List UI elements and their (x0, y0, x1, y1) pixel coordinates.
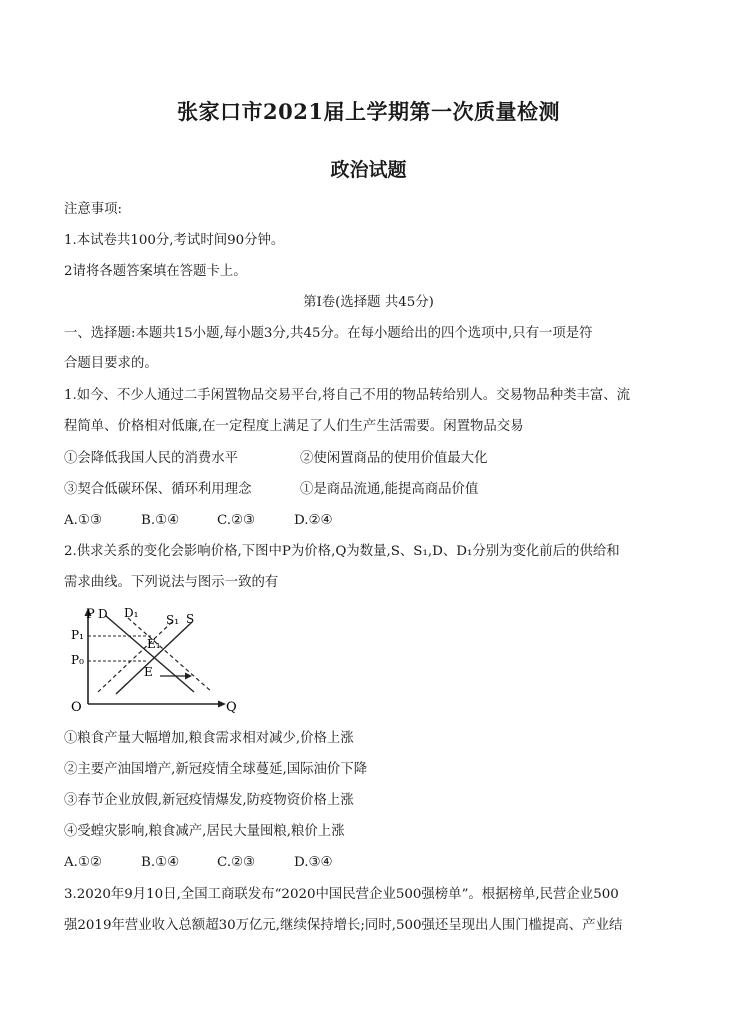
q2-option-a: A.①② (64, 855, 102, 870)
equilibrium-e: E (144, 665, 153, 679)
q3-stem-line-2: 强2019年营业收入总额超30万亿元,继续保持增长;同时,500强还呈现出人围门槛提高、产业结 (64, 918, 623, 933)
q1-stem-line-1: 1.如今、不少人通过二手闲置物品交易平台,将自己不用的物品转给别人。交易物品种类丰富、流 (64, 388, 631, 403)
q1-statement-4: ①是商品流通,能提高商品价值 (300, 482, 479, 497)
q1-stem-line-2: 程简单、价格相对低廉,在一定程度上满足了人们生产生活需要。闲置物品交易 (64, 419, 524, 434)
q1-option-a: A.①③ (64, 513, 102, 528)
exam-title: 张家口市2021届上学期第一次质量检测 (177, 99, 560, 124)
price-label-p1: P₁ (71, 628, 84, 642)
q-axis-label: Q (226, 700, 237, 715)
q1-option-b: B.①④ (141, 513, 180, 528)
q2-option-c: C.②③ (217, 855, 256, 870)
supply-demand-diagram (62, 604, 242, 716)
origin-label: O (71, 700, 82, 715)
q2-stem-line-2: 需求曲线。下列说法与图示一致的有 (64, 575, 279, 590)
q2-statement-3: ③春节企业放假,新冠疫情爆发,防疫物资价格上涨 (64, 793, 354, 808)
q1-statement-row-1 (64, 449, 238, 469)
p-axis-label: P (86, 607, 95, 622)
q1-statement-2: ②使闲置商品的使用价值最大化 (300, 451, 488, 466)
q1-option-d: D.②④ (294, 513, 333, 528)
q1-statement-1: ①会降低我国人民的消费水平 (64, 451, 239, 466)
q1-option-c: C.②③ (217, 513, 256, 528)
curve-label-s1: S₁ (166, 613, 180, 627)
q1-statement-3: ③契合低碳环保、循环利用理念 (64, 482, 252, 497)
demand-curve-d (106, 616, 194, 692)
section-instruction-2: 合题目要求的。 (64, 356, 158, 371)
exam-subject: 政治试题 (330, 159, 407, 181)
notice-item-2: 2请将各题答案填在答题卡上。 (64, 264, 247, 279)
curve-label-d1: D₁ (124, 606, 139, 620)
supply-curve-s1 (98, 622, 172, 692)
curve-label-s: S (186, 612, 195, 626)
curve-label-d: D (98, 607, 108, 621)
shift-arrow-head (185, 673, 192, 680)
notice-heading: 注意事项: (64, 202, 123, 217)
q2-statement-1: ①粮食产量大幅增加,粮食需求相对减少,价格上涨 (64, 731, 354, 746)
price-label-p0: P₀ (71, 653, 84, 667)
q2-option-d: D.③④ (294, 855, 333, 870)
q3-stem-line-1: 3.2020年9月10日,全国工商联发布“2020中国民营企业500强榜单”。根据榜单,民营企业500 (64, 887, 619, 902)
demand-curve-d1 (128, 618, 212, 692)
q2-statement-4: ④受蝗灾影响,粮食减产,居民大量囤粮,粮价上涨 (64, 824, 345, 839)
q2-stem-line-1: 2.供求关系的变化会影响价格,下图中P为价格,Q为数量,S、S₁,D、D₁分别为变化前后的供给和 (64, 544, 620, 559)
q2-statement-2: ②主要产油国增产,新冠疫情全球蔓延,国际油价下降 (64, 762, 368, 777)
notice-item-1: 1.本试卷共100分,考试时间90分钟。 (64, 233, 285, 248)
supply-curve-s (116, 622, 192, 694)
section-heading: 第Ⅰ卷(选择题 共45分) (303, 295, 434, 310)
equilibrium-e1: E₁ (147, 637, 161, 651)
q2-option-b: B.①④ (141, 855, 180, 870)
q-axis-arrow (218, 701, 226, 708)
section-instruction-1: 一、选择题:本题共15小题,每小题3分,共45分。在每小题给出的四个选项中,只有一项是符 (64, 326, 593, 341)
